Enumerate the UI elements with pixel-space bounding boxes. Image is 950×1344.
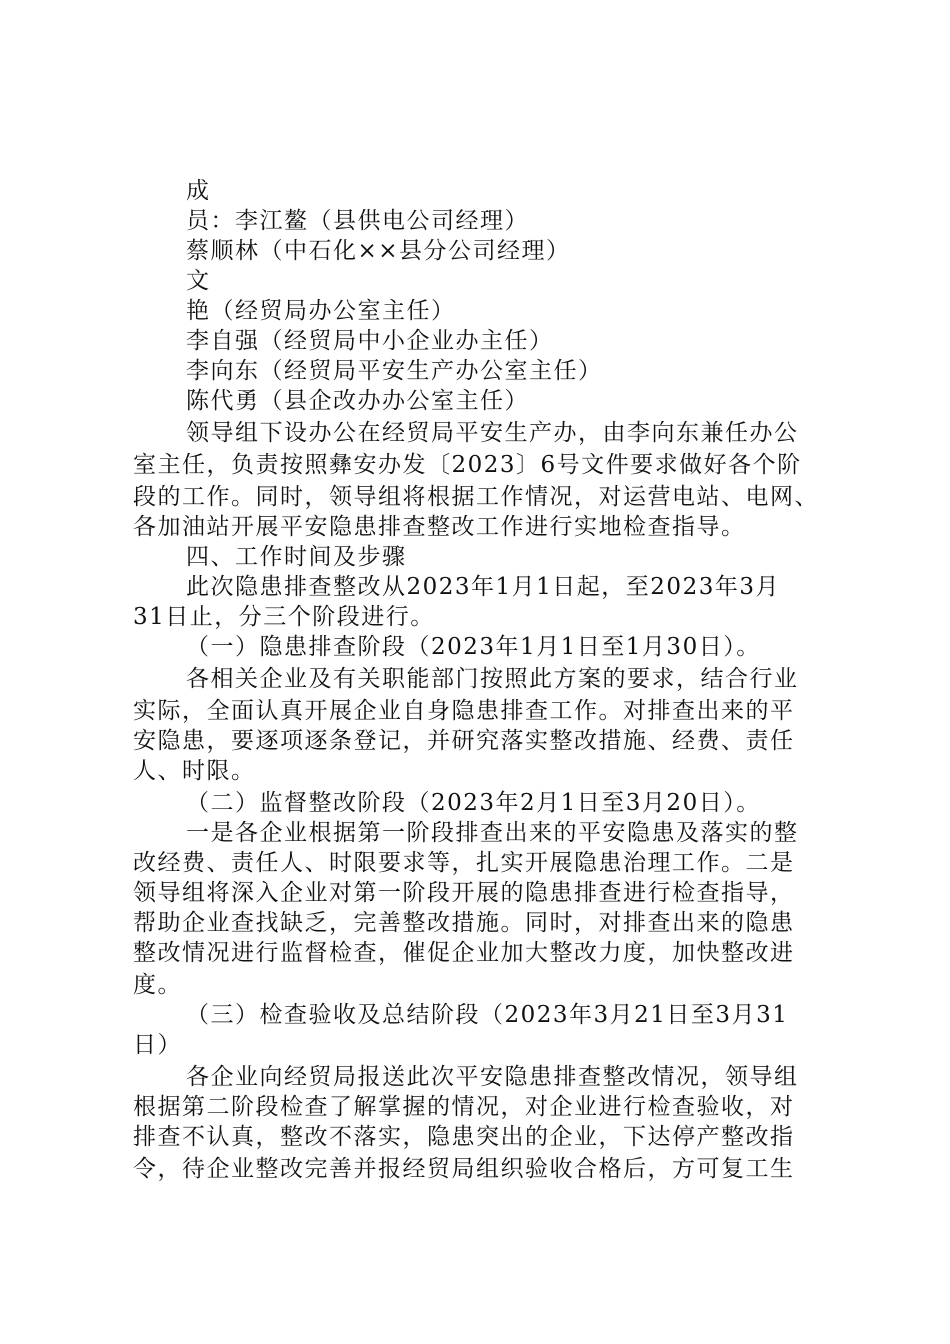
text-line: 室主任，负责按照彝安办发〔2023〕6号文件要求做好各个阶 — [133, 452, 802, 478]
text-line: 领导组下设办公在经贸局平安生产办，由李向东兼任办公 — [186, 420, 799, 446]
text-line: 成 — [186, 178, 211, 204]
text-line: 改经费、责任人、时限要求等，扎实开展隐患治理工作。二是 — [133, 850, 795, 876]
subsection-heading: （二）监督整改阶段（2023年2月1日至3月20日）。 — [186, 790, 761, 816]
text-line: 一是各企业根据第一阶段排查出来的平安隐患及落实的整 — [186, 820, 799, 846]
subsection-heading: （三）检查验收及总结阶段（2023年3月21日至3月31 — [186, 1002, 789, 1028]
text-line: 员：李江鳌（县供电公司经理） — [186, 208, 529, 234]
text-line: 艳（经贸局办公室主任） — [186, 298, 456, 324]
subsection-heading: （一）隐患排查阶段（2023年1月1日至1月30日）。 — [186, 634, 761, 660]
text-line: 李自强（经贸局中小企业办主任） — [186, 328, 554, 354]
text-line: 领导组将深入企业对第一阶段开展的隐患排查进行检查指导， — [133, 880, 795, 906]
text-line: 李向东（经贸局平安生产办公室主任） — [186, 358, 603, 384]
text-line: 安隐患，要逐项逐条登记，并研究落实整改措施、经费、责任 — [133, 728, 795, 754]
text-line: 日） — [133, 1032, 182, 1058]
text-line: 整改情况进行监督检查，催促企业加大整改力度，加快整改进 — [133, 940, 795, 966]
text-line: 各相关企业及有关职能部门按照此方案的要求，结合行业 — [186, 666, 799, 692]
text-line: 各加油站开展平安隐患排查整改工作进行实地检查指导。 — [133, 514, 746, 540]
section-heading: 四、工作时间及步骤 — [186, 544, 407, 570]
text-line: 各企业向经贸局报送此次平安隐患排查整改情况，领导组 — [186, 1064, 799, 1090]
text-line: 蔡顺林（中石化××县分公司经理） — [186, 238, 571, 264]
text-line: 文 — [186, 268, 211, 294]
text-line: 此次隐患排查整改从2023年1月1日起，至2023年3月 — [186, 574, 780, 600]
text-line: 31日止，分三个阶段进行。 — [133, 604, 435, 630]
text-line: 帮助企业查找缺乏，完善整改措施。同时，对排查出来的隐患 — [133, 910, 795, 936]
text-line: 人、时限。 — [133, 758, 256, 784]
text-line: 根据第二阶段检查了解掌握的情况，对企业进行检查验收，对 — [133, 1094, 795, 1120]
text-line: 排查不认真，整改不落实，隐患突出的企业，下达停产整改指 — [133, 1124, 795, 1150]
text-line: 实际，全面认真开展企业自身隐患排查工作。对排查出来的平 — [133, 698, 795, 724]
text-line: 令，待企业整改完善并报经贸局组织验收合格后，方可复工生 — [133, 1156, 795, 1182]
text-line: 段的工作。同时，领导组将根据工作情况，对运营电站、电网、 — [133, 484, 819, 510]
text-line: 陈代勇（县企改办办公室主任） — [186, 388, 529, 414]
text-line: 度。 — [133, 972, 182, 998]
